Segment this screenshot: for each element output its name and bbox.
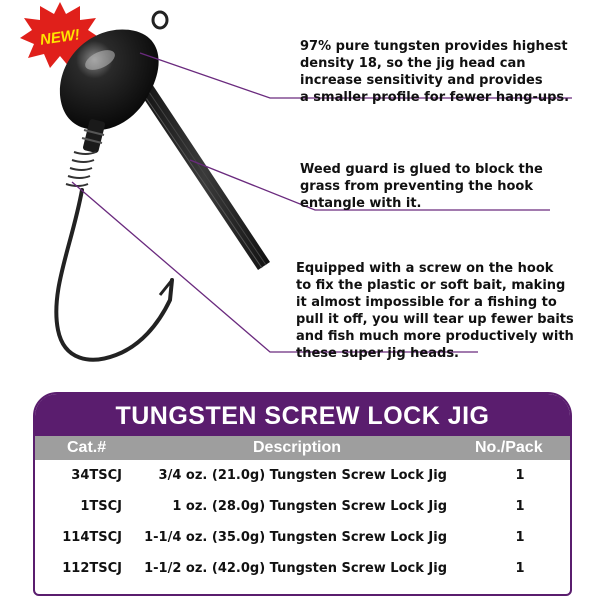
hook bbox=[56, 190, 172, 360]
callout-weed-guard: Weed guard is glued to block the grass from preventing the hook entangle with it. bbox=[300, 162, 543, 211]
table-row bbox=[35, 553, 570, 584]
line-tie-eye bbox=[153, 12, 167, 28]
cell-cat: 114TSCJ bbox=[62, 530, 122, 545]
screw-lock-spring bbox=[66, 152, 96, 186]
table-row bbox=[35, 522, 570, 553]
cell-cat: 1TSCJ bbox=[80, 499, 122, 514]
cell-description: 1-1/2 oz. (42.0g) Tungsten Screw Lock Jig bbox=[144, 561, 447, 576]
cell-description: 3/4 oz. (21.0g) Tungsten Screw Lock Jig bbox=[158, 468, 447, 483]
cell-pack: 1 bbox=[515, 530, 525, 545]
cell-cat: 34TSCJ bbox=[71, 468, 122, 483]
new-badge-text: NEW! bbox=[38, 26, 81, 49]
table-row bbox=[35, 491, 570, 522]
callout-screw-lock: Equipped with a screw on the hook to fix the plastic or soft bait, making it almost impossible for a fishing to pull it off, you will tear up fewer baits and fish much more productively with these super jig heads. bbox=[296, 261, 574, 361]
table-title: TUNGSTEN SCREW LOCK JIG bbox=[35, 394, 570, 436]
header-pack: No./Pack bbox=[475, 439, 543, 456]
header-cat: Cat.# bbox=[67, 439, 107, 456]
table-header-row bbox=[35, 436, 570, 460]
cell-cat: 112TSCJ bbox=[62, 561, 122, 576]
product-table bbox=[33, 392, 572, 596]
cell-pack: 1 bbox=[515, 468, 525, 483]
cell-pack: 1 bbox=[515, 499, 525, 514]
cell-pack: 1 bbox=[515, 561, 525, 576]
cell-description: 1-1/4 oz. (35.0g) Tungsten Screw Lock Jig bbox=[144, 530, 447, 545]
weed-guard bbox=[138, 84, 270, 270]
header-description: Description bbox=[253, 439, 342, 456]
callout-tungsten-density: 97% pure tungsten provides highest density 18, so the jig head can increase sensitivity and provides a smaller profile for fewer hang-ups. bbox=[300, 39, 570, 105]
table-row bbox=[35, 460, 570, 491]
table-body bbox=[35, 460, 570, 584]
cell-description: 1 oz. (28.0g) Tungsten Screw Lock Jig bbox=[172, 499, 447, 514]
